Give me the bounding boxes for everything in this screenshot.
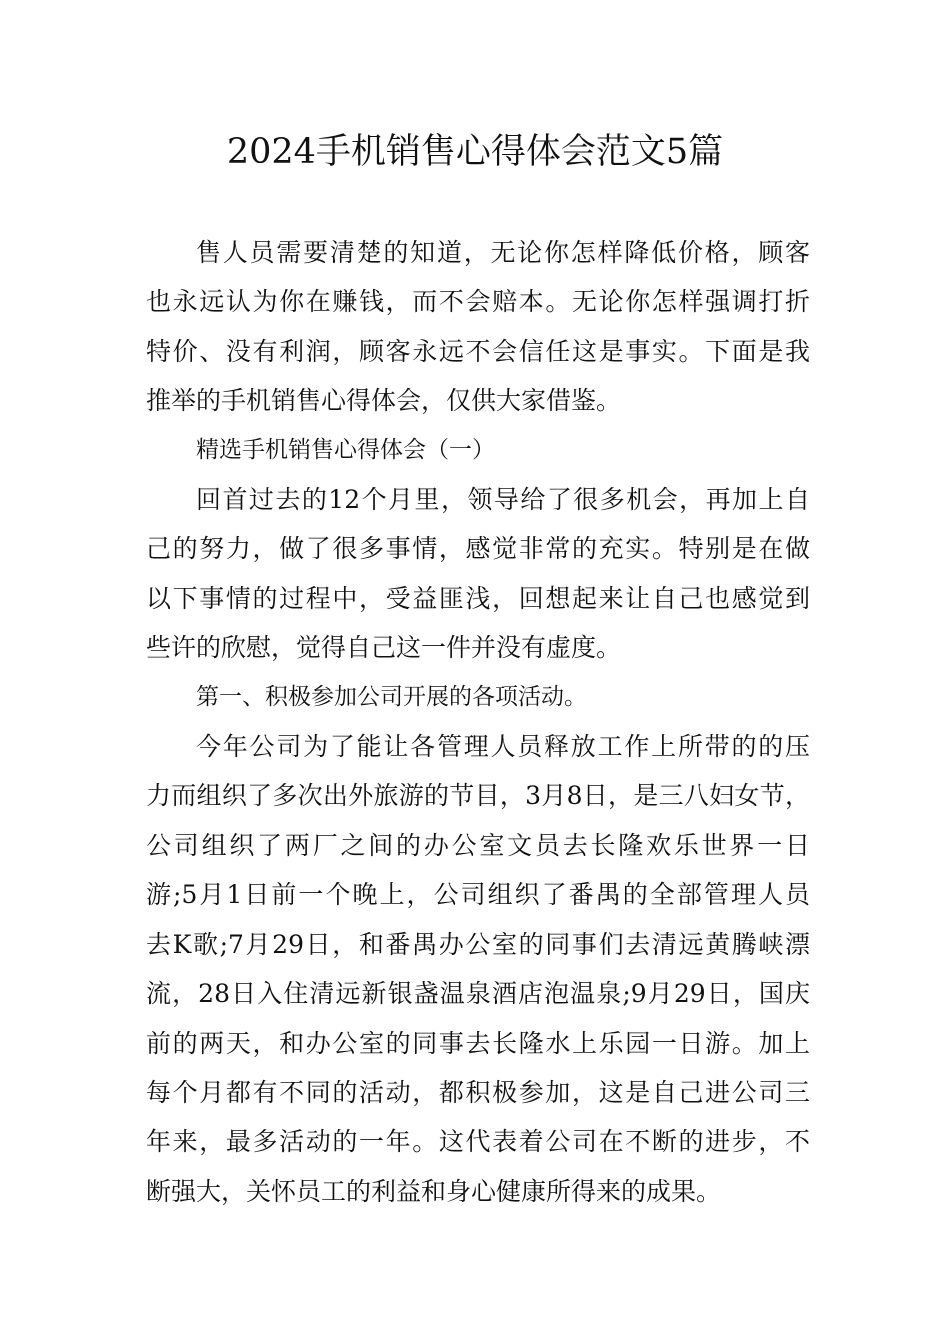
text-line: 推举的手机销售心得体会，仅供大家借鉴。	[146, 386, 622, 416]
paragraph-intro	[146, 228, 810, 426]
text-line: 些许的欣慰，觉得自己这一件并没有虚度。	[146, 633, 622, 663]
text-line: 前的两天，和办公室的同事去长隆水上乐园一日游。加上	[146, 1028, 810, 1058]
text-line: 每个月都有不同的活动，都积极参加，这是自己进公司三	[146, 1077, 810, 1107]
text-line: 特价、没有利润，顾客永远不会信任这是事实。下面是我	[146, 336, 810, 366]
text-line: 今年公司为了能让各管理人员释放工作上所带的的压	[196, 732, 810, 762]
document-body	[146, 228, 810, 1216]
text-line: 断强大，关怀员工的利益和身心健康所得来的成果。	[146, 1176, 722, 1206]
text-line: 售人员需要清楚的知道，无论你怎样降低价格，顾客	[196, 238, 810, 267]
text-line: 游;5月1日前一个晚上，公司组织了番禺的全部管理人员	[146, 880, 810, 910]
text-line: 流，28日入住清远新银盏温泉酒店泡温泉;9月29日，国庆	[146, 979, 810, 1009]
text-line: 第一、积极参加公司开展的各项活动。	[196, 683, 587, 710]
text-line: 公司组织了两厂之间的办公室文员去长隆欢乐世界一日	[146, 830, 810, 860]
paragraph-review	[146, 475, 810, 673]
text-line: 力而组织了多次出外旅游的节目，3月8日，是三八妇女节，	[146, 781, 810, 811]
text-line: 也永远认为你在赚钱，而不会赔本。无论你怎样强调打折	[146, 287, 810, 317]
text-line: 以下事情的过程中，受益匪浅，回想起来让自己也感觉到	[146, 583, 810, 613]
text-line: 己的努力，做了很多事情，感觉非常的充实。特别是在做	[146, 534, 810, 564]
text-line: 去K歌;7月29日，和番禺办公室的同事们去清远黄腾峡漂	[146, 929, 810, 959]
text-line: 精选手机销售心得体会（一）	[196, 436, 495, 463]
text-line: 年来，最多活动的一年。这代表着公司在不断的进步，不	[146, 1127, 810, 1157]
section-heading	[146, 426, 810, 475]
text-line: 回首过去的12个月里，领导给了很多机会，再加上自	[196, 485, 810, 515]
point-heading	[146, 673, 810, 722]
paragraph-activities	[146, 722, 810, 1216]
document-title: 2024手机销售心得体会范文5篇	[226, 132, 724, 172]
